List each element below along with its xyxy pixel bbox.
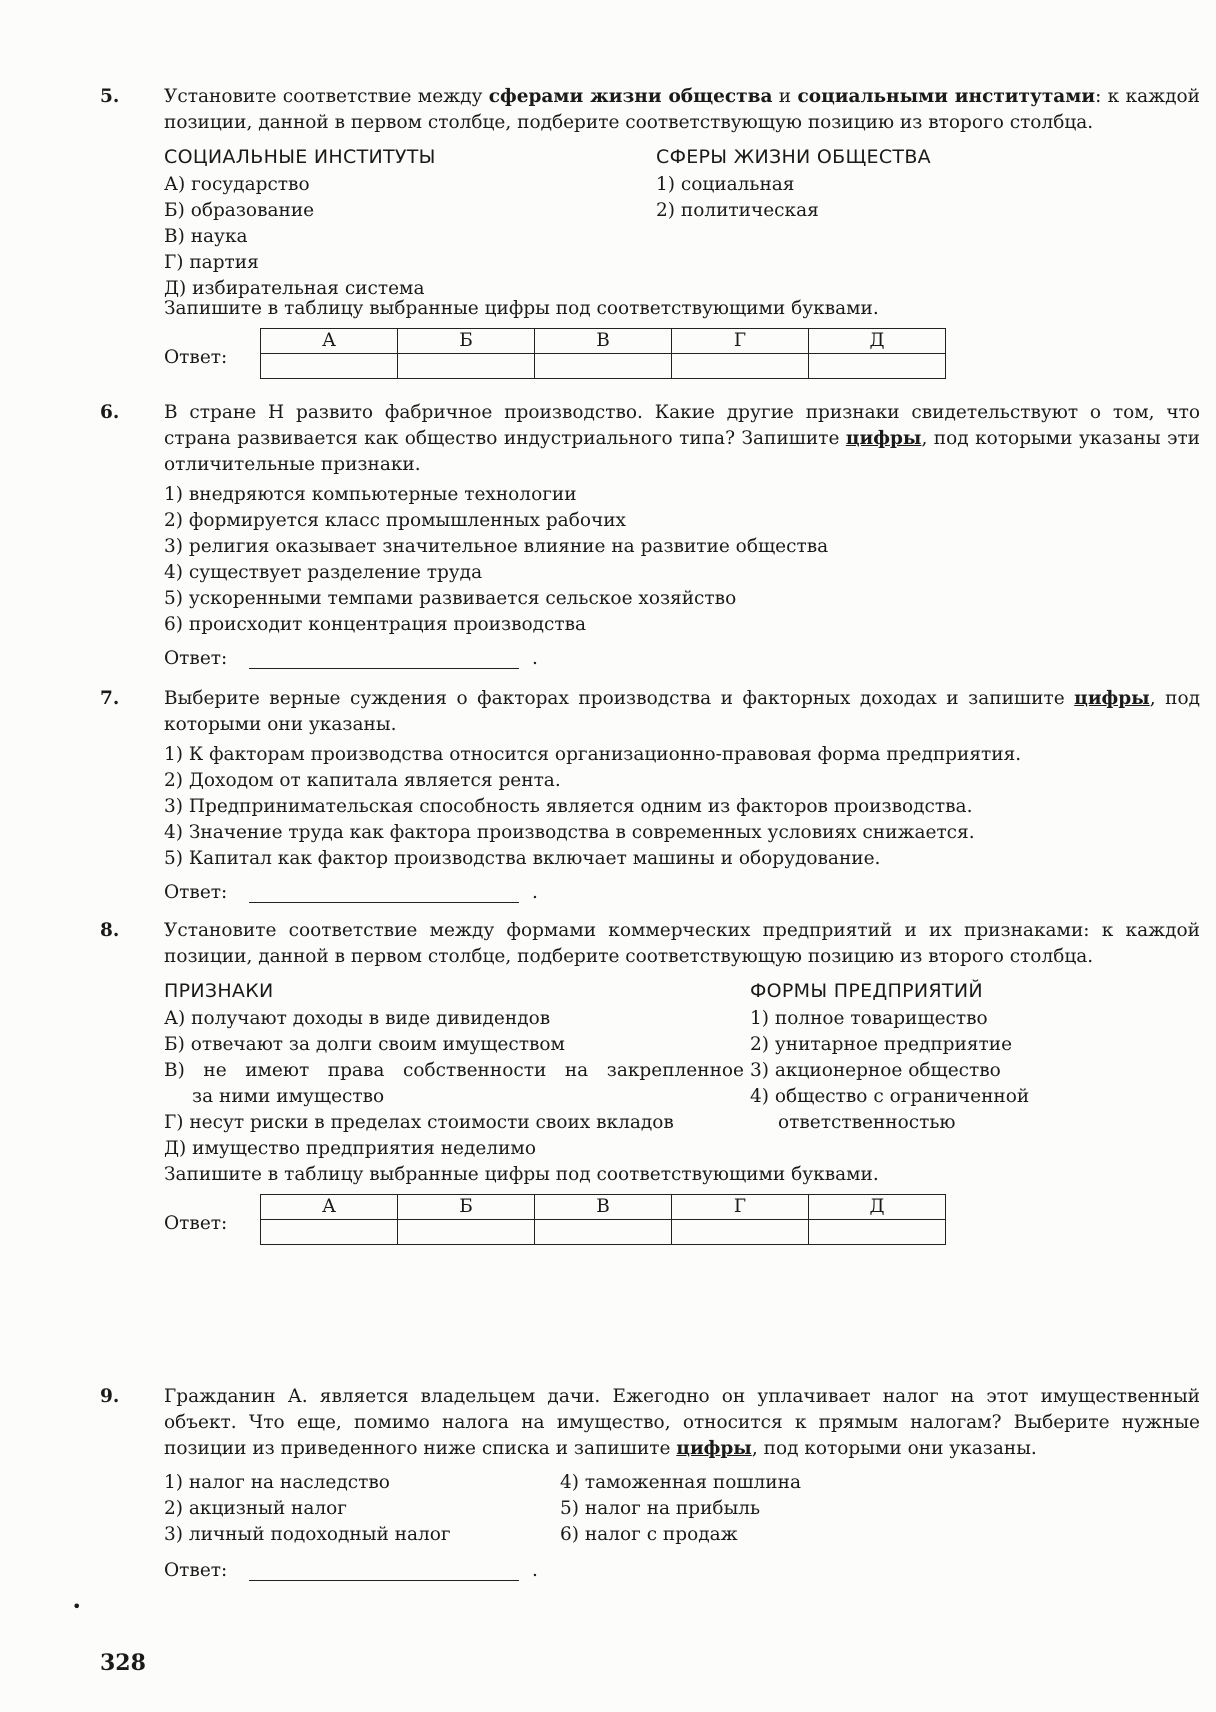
list-item: В) наука — [164, 226, 248, 247]
table-header-cell: Б — [398, 1195, 535, 1220]
page-number: 328 — [100, 1650, 146, 1676]
left-column — [164, 144, 436, 302]
task-stem: Выберите верные суждения о факторах производства и факторных доходах и запишите цифры, под которыми они указаны. — [164, 688, 1200, 735]
task-number: 6. — [100, 402, 120, 423]
list-item: 1) К факторам производства относится организационно-правовая форма предприятия. — [164, 744, 1022, 765]
list-item: Б) образование — [164, 200, 315, 221]
answer-table — [260, 1194, 946, 1245]
right-column — [656, 144, 931, 224]
list-item: 2) формируется класс промышленных рабочих — [164, 510, 626, 531]
answer-input-line[interactable] — [249, 1580, 519, 1581]
list-item: Д) избирательная система — [164, 278, 425, 299]
task-7 — [100, 686, 1200, 910]
list-item-continuation: за ними имущество — [192, 1086, 385, 1107]
list-item: 4) общество с ограниченной — [750, 1086, 1030, 1107]
task-number: 8. — [100, 920, 120, 941]
task-number: 9. — [100, 1386, 120, 1407]
answer-line: Ответ: . — [164, 646, 1200, 676]
list-item: 4) таможенная пошлина — [560, 1472, 801, 1493]
list-item: 2) унитарное предприятие — [750, 1034, 1013, 1055]
answer-input-line[interactable] — [249, 902, 519, 903]
answer-input-line[interactable] — [249, 668, 519, 669]
task-8 — [100, 918, 1200, 1252]
margin-mark: • — [72, 1597, 82, 1616]
list-item: 3) акционерное общество — [750, 1060, 1001, 1081]
right-column — [750, 978, 1029, 1136]
left-column — [164, 1470, 451, 1548]
table-prompt: Запишите в таблицу выбранные цифры под соответствующими буквами. — [164, 298, 879, 319]
task-stem: В стране Н развито фабричное производство. Какие другие признаки свидетельствуют о том, что страна развивается как общество индустриального типа? Запишите цифры, под которыми указаны эти отличительные признаки. — [164, 402, 1201, 475]
task-number: 7. — [100, 688, 120, 709]
list-item: 1) внедряются компьютерные технологии — [164, 484, 577, 505]
list-item: 6) происходит концентрация производства — [164, 614, 587, 635]
list-item: Г) несут риски в пределах стоимости своих вкладов — [164, 1112, 674, 1133]
table-header-cell: Д — [809, 1195, 946, 1220]
answer-table-row — [164, 328, 1200, 386]
list-item: 5) ускоренными темпами развивается сельское хозяйство — [164, 588, 737, 609]
task-9 — [100, 1384, 1200, 1588]
list-item: 2) Доходом от капитала является рента. — [164, 770, 561, 791]
table-header-cell: В — [535, 1195, 672, 1220]
right-column — [560, 1470, 801, 1548]
list-item: 4) существует разделение труда — [164, 562, 483, 583]
column-heading: ФОРМЫ ПРЕДПРИЯТИЙ — [750, 980, 983, 1002]
answer-label: Ответ: — [164, 1213, 228, 1234]
table-header-cell: Б — [398, 329, 535, 354]
list-item: Б) отвечают за долги своим имуществом — [164, 1034, 565, 1055]
table-prompt: Запишите в таблицу выбранные цифры под соответствующими буквами. — [164, 1164, 879, 1185]
list-item: 2) акцизный налог — [164, 1498, 347, 1519]
answer-table — [260, 328, 946, 379]
list-item: Г) партия — [164, 252, 259, 273]
answer-cell[interactable] — [261, 354, 398, 379]
list-item: А) государство — [164, 174, 310, 195]
answer-cell[interactable] — [672, 354, 809, 379]
answer-cell[interactable] — [398, 1220, 535, 1245]
list-item: 3) религия оказывает значительное влияние на развитие общества — [164, 536, 829, 557]
answer-cell[interactable] — [261, 1220, 398, 1245]
table-header-cell: Г — [672, 1195, 809, 1220]
options-list — [164, 742, 1200, 872]
options-list — [164, 482, 1200, 638]
list-item: 5) налог на прибыль — [560, 1498, 761, 1519]
task-5 — [100, 84, 1200, 386]
table-header-cell: Г — [672, 329, 809, 354]
answer-line: Ответ: . — [164, 1558, 1200, 1588]
answer-line: Ответ: . — [164, 880, 1200, 910]
list-item: 5) Капитал как фактор производства включает машины и оборудование. — [164, 848, 881, 869]
table-header-cell: А — [261, 1195, 398, 1220]
answer-cell[interactable] — [809, 354, 946, 379]
answer-label: Ответ: — [164, 347, 228, 368]
table-header-cell: А — [261, 329, 398, 354]
task-stem: Установите соответствие между формами коммерческих предприятий и их признаками: к каждой позиции, данной в первом столбце, подберите соответствующую позицию из второго столбца. — [164, 920, 1200, 967]
answer-label: Ответ: — [164, 882, 228, 903]
column-heading: ПРИЗНАКИ — [164, 980, 274, 1002]
answer-cell[interactable] — [535, 1220, 672, 1245]
list-item-continuation: ответственностью — [778, 1112, 956, 1133]
left-column — [164, 978, 744, 1162]
answer-label: Ответ: — [164, 1560, 228, 1581]
list-item: 3) личный подоходный налог — [164, 1524, 451, 1545]
list-item: 4) Значение труда как фактора производства в современных условиях снижается. — [164, 822, 975, 843]
list-item: В) не имеют права собственности на закрепленное — [164, 1060, 744, 1081]
column-heading: СОЦИАЛЬНЫЕ ИНСТИТУТЫ — [164, 146, 436, 168]
list-item: 3) Предпринимательская способность является одним из факторов производства. — [164, 796, 973, 817]
list-item: 6) налог с продаж — [560, 1524, 738, 1545]
answer-cell[interactable] — [398, 354, 535, 379]
answer-table-row — [164, 1194, 1200, 1252]
column-heading: СФЕРЫ ЖИЗНИ ОБЩЕСТВА — [656, 146, 931, 168]
task-stem: Гражданин А. является владельцем дачи. Ежегодно он уплачивает налог на этот имущественный объект. Что еще, помимо налога на имущество, относится к прямым налогам? Выберите нужные позиции из приведенного ниже списка и запишите цифры, под которыми они указаны. — [164, 1386, 1200, 1459]
list-item: 2) политическая — [656, 200, 819, 221]
list-item: А) получают доходы в виде дивидендов — [164, 1008, 551, 1029]
list-item: 1) полное товарищество — [750, 1008, 988, 1029]
answer-label: Ответ: — [164, 648, 228, 669]
list-item: 1) налог на наследство — [164, 1472, 390, 1493]
table-header-cell: В — [535, 329, 672, 354]
answer-cell[interactable] — [535, 354, 672, 379]
task-6 — [100, 400, 1200, 676]
answer-cell[interactable] — [809, 1220, 946, 1245]
task-stem: Установите соответствие между сферами жизни общества и социальными институтами: к каждой позиции, данной в первом столбце, подберите соответствующую позицию из второго столбца. — [164, 86, 1200, 133]
answer-cell[interactable] — [672, 1220, 809, 1245]
list-item: 1) социальная — [656, 174, 795, 195]
task-number: 5. — [100, 86, 120, 107]
table-header-cell: Д — [809, 329, 946, 354]
list-item: Д) имущество предприятия неделимо — [164, 1138, 536, 1159]
